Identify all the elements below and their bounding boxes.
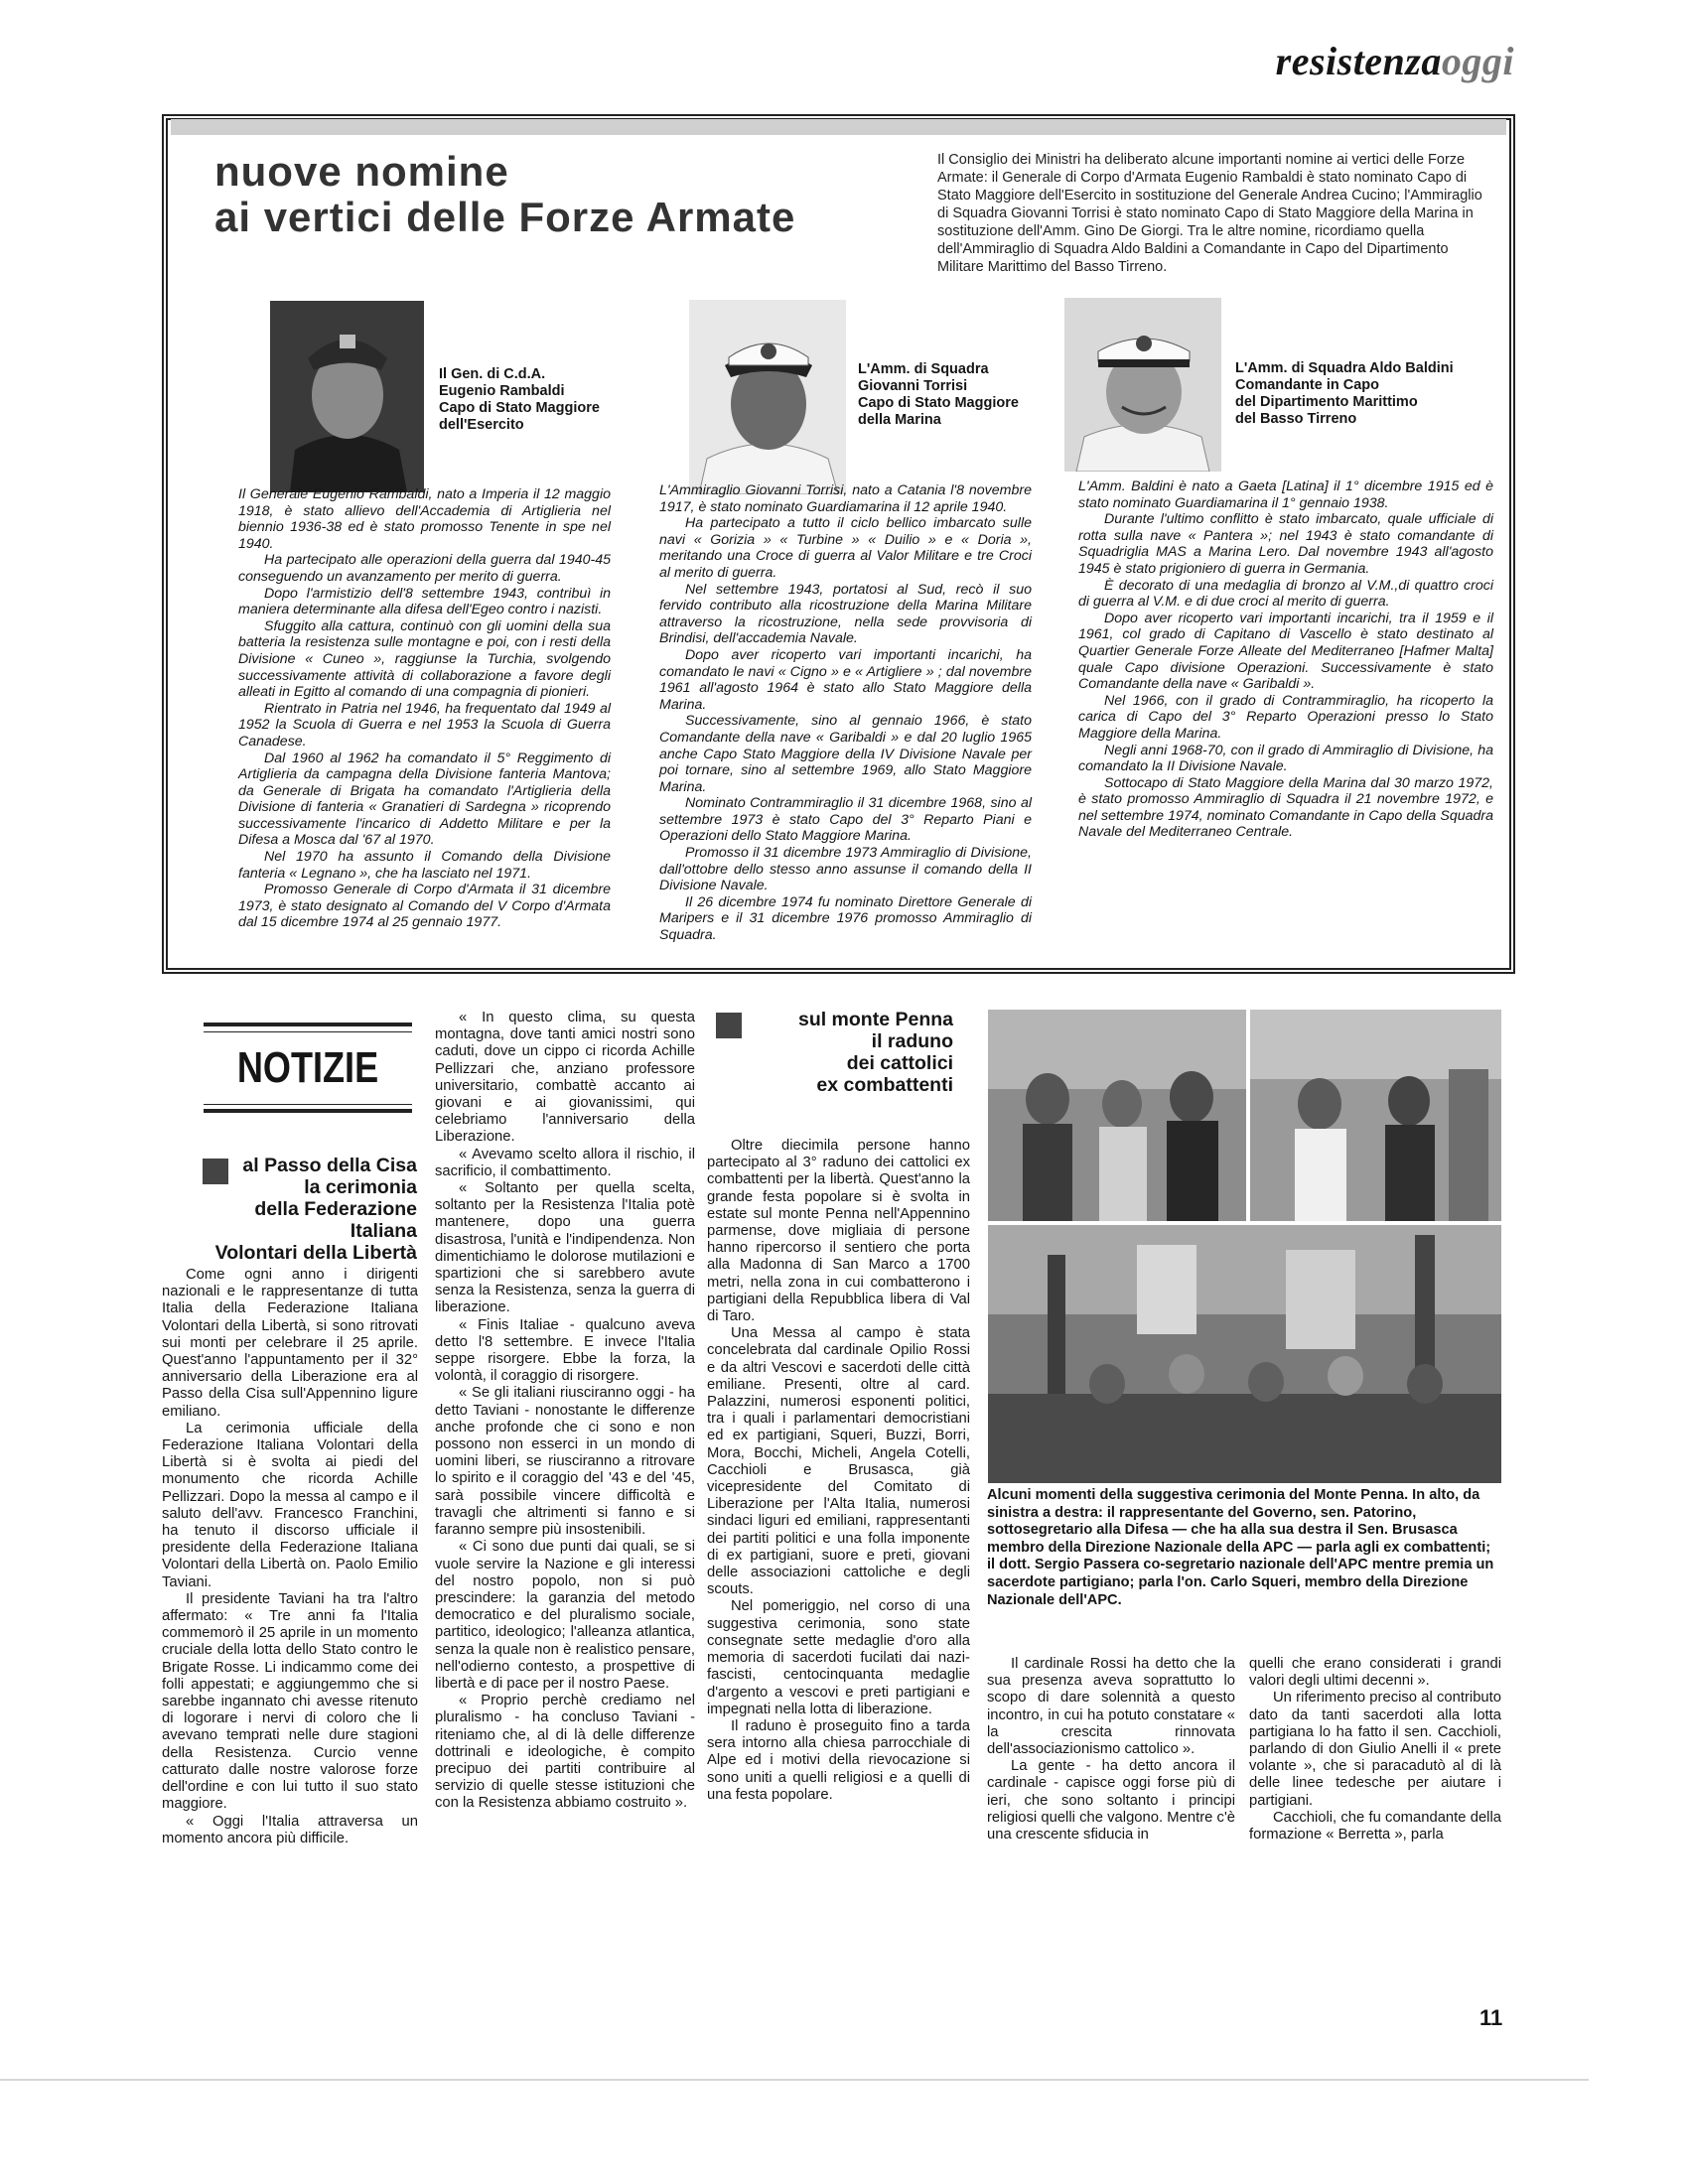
- caption-line: Eugenio Rambaldi: [439, 383, 565, 399]
- body-paragraph: « Oggi l'Italia attraversa un momento ancora più difficile.: [162, 1813, 418, 1846]
- bio-paragraph: Durante l'ultimo conflitto è stato imbarcato, quale ufficiale di rotta sulla nave « Pantera »; nel 1943 è stato comandante di Squadriglia MAS a Marina Lero. Dal novembre 1943 all'agosto 1945 è stato prigioniero di guerra in Germania.: [1078, 511, 1493, 577]
- heading-line: Volontari della Libertà: [214, 1242, 417, 1264]
- bio-paragraph: Nel settembre 1943, portatosi al Sud, recò il suo fervido contributo alla ricostruzione della Marina Militare attraverso la ricostruzione, nella sede provvisoria di Brindisi, dell'accademia Navale.: [659, 581, 1032, 647]
- caption-line: Capo di Stato Maggiore: [858, 395, 1019, 411]
- body-paragraph: Come ogni anno i dirigenti nazionali e le rappresentanze di tutta Italia della Federazione Italiana Volontari della Libertà, si sono ritrovati sui monti per celebrare il 25 aprile. Quest'anno l'appuntamento per il 32° anniversario della Liberazione era al Passo della Cisa sull'Appennino ligure emiliano.: [162, 1267, 418, 1420]
- portrait-torrisi: [689, 300, 846, 494]
- body-paragraph: La cerimonia ufficiale della Federazione Italiana Volontari della Libertà si è svolta ai piedi del monumento che ricorda Achille Pellizzari. Dopo la messa al campo e il saluto dell'avv. Francesco Franchini, ha tenuto il discorso ufficiale il presidente della Federazione Italiana Volontari della Libertà on. Paolo Emilio Taviani.: [162, 1420, 418, 1590]
- heading-line: il raduno: [871, 1030, 953, 1052]
- notizie-rule-bottom-thin: [204, 1104, 412, 1105]
- scan-edge-line: [0, 2079, 1589, 2081]
- bio-paragraph: Dopo aver ricoperto vari importanti incarichi, tra il 1959 e il 1961, col grado di Capitano di Vascello è stato destinato al Quartier Generale Forze Alleate del Mediterraneo [Hafmer Malta] quale Capo divisione Operazioni. Successivamente è stato Comandante della nave « Garibaldi ».: [1078, 610, 1493, 693]
- masthead: [1182, 38, 1514, 84]
- notizie-rule-top: [204, 1023, 412, 1026]
- bio-paragraph: L'Ammiraglio Giovanni Torrisi, nato a Catania l'8 novembre 1917, è stato nominato Guardiamarina il 12 aprile 1940.: [659, 482, 1032, 515]
- notizie-box: [204, 1023, 412, 1114]
- caption-line: del Dipartimento Marittimo: [1235, 394, 1418, 410]
- penna-column-3: [1249, 1656, 1501, 1843]
- heading-line: al Passo della Cisa: [242, 1155, 417, 1176]
- caption-line: Comandante in Capo: [1235, 377, 1380, 393]
- caption-torrisi: [858, 361, 1047, 429]
- headline-line-2: ai vertici delle Forze Armate: [214, 194, 796, 240]
- bio-paragraph: Promosso il 31 dicembre 1973 Ammiraglio di Divisione, dall'ottobre dello stesso anno assunse il comando della II Divisione Navale.: [659, 845, 1032, 894]
- bio-paragraph: Dopo aver ricoperto vari importanti incarichi, ha comandato le navi « Cigno » e « Artigliere » ; dal novembre 1961 all'agosto 1964 è stato allo Stato Maggiore della Marina.: [659, 646, 1032, 713]
- body-paragraph: Un riferimento preciso al contributo dato da tanti sacerdoti alla lotta partigiana lo ha fatto il sen. Cacchioli, parlando di don Giulio Anelli il « prete volante », che si paracadutò al di là delle linee tedesche per aiutare i partigiani.: [1249, 1690, 1501, 1809]
- portrait-rambaldi: [270, 301, 424, 492]
- caption-line: Capo di Stato Maggiore: [439, 400, 600, 416]
- photo-caption: Alcuni momenti della suggestiva cerimonia del Monte Penna. In alto, da sinistra a destra: il rappresentante del Governo, sen. Patorino, sottosegretario alla Difesa — che ha alla sua destra il Sen. Brusasca membro della Direzione Nazionale della APC — parla agli ex combattenti; il dott. Sergio Passera co-segretario nazionale dell'APC mentre premia un sacerdote partigiano; parla l'on. Carlo Squeri, membro della Direzione Nazionale dell'APC.: [987, 1487, 1494, 1608]
- caption-line: L'Amm. di Squadra Aldo Baldini: [1235, 360, 1454, 376]
- penna-column-2: [987, 1656, 1235, 1843]
- body-paragraph: Il raduno è proseguito fino a tarda sera intorno alla chiesa parrocchiale di Alpe ed i motivi della rievocazione si sono uniti a quelli religiosi e a quelli di una festa popolare.: [707, 1717, 970, 1803]
- notizie-rule-top-thin: [204, 1031, 412, 1032]
- heading-line: della Federazione Italiana: [254, 1198, 417, 1242]
- bio-paragraph: Rientrato in Patria nel 1946, ha frequentato dal 1949 al 1952 la Scuola di Guerra e nel 1953 la Scuola di Guerra Canadese.: [238, 700, 611, 750]
- caption-rambaldi: [439, 366, 618, 434]
- penna-column-1: [707, 1138, 970, 1804]
- section-marker: [716, 1013, 742, 1038]
- caption-line: del Basso Tirreno: [1235, 411, 1357, 427]
- caption-baldini: [1235, 360, 1493, 428]
- body-paragraph: « Se gli italiani riusciranno oggi - ha detto Taviani - nonostante le differenze anche profonde che ci sono e non possono non esserci in un mondo di uomini liberi, se riusciranno a ritrovare lo spirito e il coraggio del '43 e del '45, sarà possibile vincere difficoltà e travagli che altrimenti si fanno e si faranno sempre più insostenibili.: [435, 1385, 695, 1539]
- bio-paragraph: Dopo l'armistizio dell'8 settembre 1943, contribuì in maniera determinante alla difesa dell'Egeo contro i nazisti.: [238, 585, 611, 618]
- bio-paragraph: Nel 1970 ha assunto il Comando della Divisione fanteria « Legnano », che ha lasciato nel 1971.: [238, 849, 611, 882]
- heading-line: la cerimonia: [304, 1176, 417, 1198]
- caption-line: L'Amm. di Squadra: [858, 361, 989, 377]
- photo-penna-award: [1250, 1010, 1501, 1221]
- body-paragraph: quelli che erano considerati i grandi valori degli ultimi decenni ».: [1249, 1656, 1501, 1690]
- feature-frame-band: [171, 119, 1506, 135]
- bio-paragraph: Successivamente, sino al gennaio 1966, è stato Comandante della nave « Garibaldi » e dal 20 luglio 1965 anche Capo Stato Maggiore della IV Divisione Navale per poi tornare, sino al settembre 1969, allo Stato Maggiore Marina.: [659, 713, 1032, 795]
- body-paragraph: « In questo clima, su questa montagna, dove tanti amici nostri sono caduti, dove un cippo ci ricorda Achille Pellizzari che, anziano professore universitario, combattè accanto ai giovani e ai giovanissimi, qui celebriamo l'anniversario della Liberazione.: [435, 1010, 695, 1146]
- heading-line: ex combattenti: [816, 1074, 953, 1096]
- caption-line: della Marina: [858, 412, 941, 428]
- heading-line: sul monte Penna: [797, 1009, 953, 1030]
- photo-penna-crowd: [988, 1225, 1501, 1483]
- bio-paragraph: Nominato Contrammiraglio il 31 dicembre 1968, sino al settembre 1973 è stato Capo del 3° Reparto Piani e Operazioni dello Stato Maggiore Marina.: [659, 795, 1032, 845]
- bio-paragraph: Il Generale Eugenio Rambaldi, nato a Imperia il 12 maggio 1918, è stato allievo dell'Accademia di Artiglieria nel biennio 1936-38 ed è stato promosso Tenente in spe nel 1940.: [238, 486, 611, 552]
- heading-line: dei cattolici: [846, 1052, 953, 1074]
- page-number: 11: [1479, 2005, 1503, 2030]
- notizie-rule-bottom: [204, 1109, 412, 1113]
- caption-line: Giovanni Torrisi: [858, 378, 968, 394]
- body-paragraph: La gente - ha detto ancora il cardinale - capisce oggi forse più di ieri, che sono soltanto i principi religiosi quelli che valgono. Mentre c'è una crescente sfiducia in: [987, 1758, 1235, 1843]
- body-paragraph: « Proprio perchè crediamo nel pluralismo - ha concluso Taviani - riteniamo che, al di là delle differenze dottrinali e ideologiche, è compito precipuo dei partiti contribuire al servizio di quelle stesse istituzioni che con la Resistenza abbiamo costruito ».: [435, 1693, 695, 1812]
- photo-penna-speaker: [988, 1010, 1246, 1221]
- portrait-baldini: [1064, 298, 1221, 472]
- bio-paragraph: Il 26 dicembre 1974 fu nominato Direttore Generale di Maripers e il 31 dicembre 1976 promosso Ammiraglio di Squadra.: [659, 893, 1032, 944]
- bio-paragraph: Ha partecipato a tutto il ciclo bellico imbarcato sulle navi « Gorizia » « Turbine » « Duilio » e « Doria », meritando una Croce di guerra al Valor Militare e tre Croci al merito di guerra.: [659, 515, 1032, 581]
- body-paragraph: Una Messa al campo è stata concelebrata dal cardinale Opilio Rossi e da altri Vescovi e sacerdoti delle città emiliane. Presenti, oltre al card. Palazzini, numerosi esponenti politici, tra i quali i parlamentari democristiani ed ex partigiani, Squeri, Buzzi, Borri, Mora, Bocchi, Micheli, Angela Cotelli, Cacchioli e Brusasca, già vicepresidente del Comitato di Liberazione per l'Alta Italia, numerosi sindaci liguri ed emiliani, rappresentanti dei partiti politici e una folla imponente di ex partigiani, suore e preti, giovani delle associazioni cattoliche e degli scouts.: [707, 1325, 970, 1598]
- bio-rambaldi: [238, 486, 611, 931]
- caption-line: dell'Esercito: [439, 417, 524, 433]
- bio-paragraph: Promosso Generale di Corpo d'Armata il 31 dicembre 1973, è stato designato al Comando del V Corpo d'Armata dal 15 dicembre 1974 al 25 gennaio 1977.: [238, 882, 611, 931]
- bio-paragraph: Negli anni 1968-70, con il grado di Ammiraglio di Divisione, ha comandato la II Divisione Navale.: [1078, 742, 1493, 775]
- feature-headline: [214, 149, 870, 240]
- body-paragraph: « Soltanto per quella scelta, soltanto per la Resistenza l'Italia potè mantenere, dopo una guerra disastrosa, l'unità e l'indipendenza. Non dimentichiamo le dolorose mutilazioni e spartizioni che si sarebbero avute senza la Resistenza, senza la guerra di liberazione.: [435, 1180, 695, 1316]
- masthead-light: oggi: [1441, 39, 1514, 83]
- penna-heading: [755, 1009, 953, 1096]
- caption-line: Il Gen. di C.d.A.: [439, 366, 546, 382]
- body-paragraph: Il cardinale Rossi ha detto che la sua presenza aveva soprattutto lo scopo di dare solennità a questo incontro, in cui ha potuto constatare « la crescita rinnovata dell'associazionismo cattolico ».: [987, 1656, 1235, 1758]
- body-paragraph: « Finis Italiae - qualcuno aveva detto l'8 settembre. E invece l'Italia seppe risorgere. Ebbe la forza, la volontà, il coraggio di risorgere.: [435, 1316, 695, 1385]
- bio-paragraph: Sottocapo di Stato Maggiore della Marina dal 30 marzo 1972, è stato promosso Ammiraglio di Squadra il 21 novembre 1972, e nel settembre 1974, nominato Comandante in Capo della Squadra Navale del Mediterraneo Centrale.: [1078, 774, 1493, 841]
- bio-torrisi: [659, 482, 1032, 944]
- body-paragraph: « Avevamo scelto allora il rischio, il sacrificio, il combattimento.: [435, 1146, 695, 1179]
- cisa-heading: [189, 1155, 417, 1264]
- body-paragraph: Cacchioli, che fu comandante della formazione « Berretta », parla: [1249, 1809, 1501, 1843]
- body-paragraph: « Ci sono due punti dai quali, se si vuole servire la Nazione e gli interessi del nostro popolo, non si può prescindere: la garanzia del metodo democratico e del pluralismo sociale, partitico, ideologico; l'alleanza atlantica, senza la quale non è realistico pensare, nell'odierno contesto, a prospettive di libertà e di pace per il nostro Paese.: [435, 1539, 695, 1692]
- feature-intro: Il Consiglio dei Ministri ha deliberato alcune importanti nomine ai vertici delle Forze Armate: il Generale di Corpo d'Armata Eugenio Rambaldi è stato nominato Capo di Stato Maggiore dell'Esercito in sostituzione del Generale Andrea Cucino; l'Ammiraglio di Squadra Giovanni Torrisi è stato nominato Capo di Stato Maggiore della Marina in sostituzione dell'Amm. Gino De Giorgi. Tra le altre nomine, ricordiamo quella dell'Ammiraglio di Squadra Aldo Baldini a Comandante in Capo del Dipartimento Militare Marittimo del Basso Tirreno.: [937, 152, 1482, 275]
- bio-paragraph: È decorato di una medaglia di bronzo al V.M.,di quattro croci di guerra al V.M. e di due croci al merito di guerra.: [1078, 577, 1493, 611]
- bio-paragraph: Sfuggito alla cattura, continuò con gli uomini della sua batteria la resistenza sulle montagne e poi, con i resti della Divisione « Cuneo », raggiunse la Turchia, svolgendo successivamente attività di collaborazione a favore degli alleati in Egitto al comando di una compagnia di pionieri.: [238, 617, 611, 701]
- cisa-column-2: [435, 1010, 695, 1813]
- body-paragraph: Nel pomeriggio, nel corso di una suggestiva cerimonia, sono state consegnate sette medaglie d'oro alla memoria di sacerdoti fucilati dai nazi-fascisti, centocinquanta medaglie d'argento a vescovi e preti partigiani e impegnati nella lotta di liberazione.: [707, 1598, 970, 1717]
- bio-paragraph: L'Amm. Baldini è nato a Gaeta [Latina] il 1° dicembre 1915 ed è stato nominato Guardiamarina il 1° gennaio 1938.: [1078, 478, 1493, 511]
- body-paragraph: Il presidente Taviani ha tra l'altro affermato: « Tre anni fa l'Italia commemorò il 25 aprile in un momento cruciale della lotta dello Stato contro le Brigate Rosse. Li indicammo come dei folli appestati; e aggiungemmo che si sarebbe ingannato chi avesse ritenuto di logorare i nervi di coloro che li avevano temprati nelle dure stagioni della Resistenza. Curcio venne catturato dalle nostre valorose forze dell'ordine e con lui tutto il suo stato maggiore.: [162, 1590, 418, 1813]
- cisa-column-1: [162, 1267, 418, 1847]
- body-paragraph: Oltre diecimila persone hanno partecipato al 3° raduno dei cattolici ex combattenti per la libertà. Quest'anno la grande festa popolare si è svolta in estate sul monte Penna nell'Appennino parmense, dove migliaia di persone hanno ripercorso il sentiero che porta alla Madonna di San Marco a 1700 metri, nella zona in cui combatterono i partigiani della Repubblica libera di Val di Taro.: [707, 1138, 970, 1325]
- bio-paragraph: Dal 1960 al 1962 ha comandato il 5° Reggimento di Artiglieria da campagna della Divisione fanteria Mantova; da Generale di Brigata ha comandato l'Artiglieria della Divisione di fanteria « Granatieri di Sardegna » ricoprendo successivamente l'incarico di Addetto Militare e per la Difesa a Mosca dal '67 al 1970.: [238, 750, 611, 849]
- bio-baldini: [1078, 478, 1493, 841]
- headline-line-1: nuove nomine: [214, 148, 509, 195]
- masthead-bold: resistenza: [1275, 39, 1442, 83]
- bio-paragraph: Ha partecipato alle operazioni della guerra dal 1940-45 conseguendo un avanzamento per merito di guerra.: [238, 552, 611, 585]
- notizie-title: NOTIZIE: [236, 1043, 379, 1092]
- bio-paragraph: Nel 1966, con il grado di Contrammiraglio, ha ricoperto la carica di Capo del 3° Reparto Operazioni presso lo Stato Maggiore della Marina.: [1078, 692, 1493, 742]
